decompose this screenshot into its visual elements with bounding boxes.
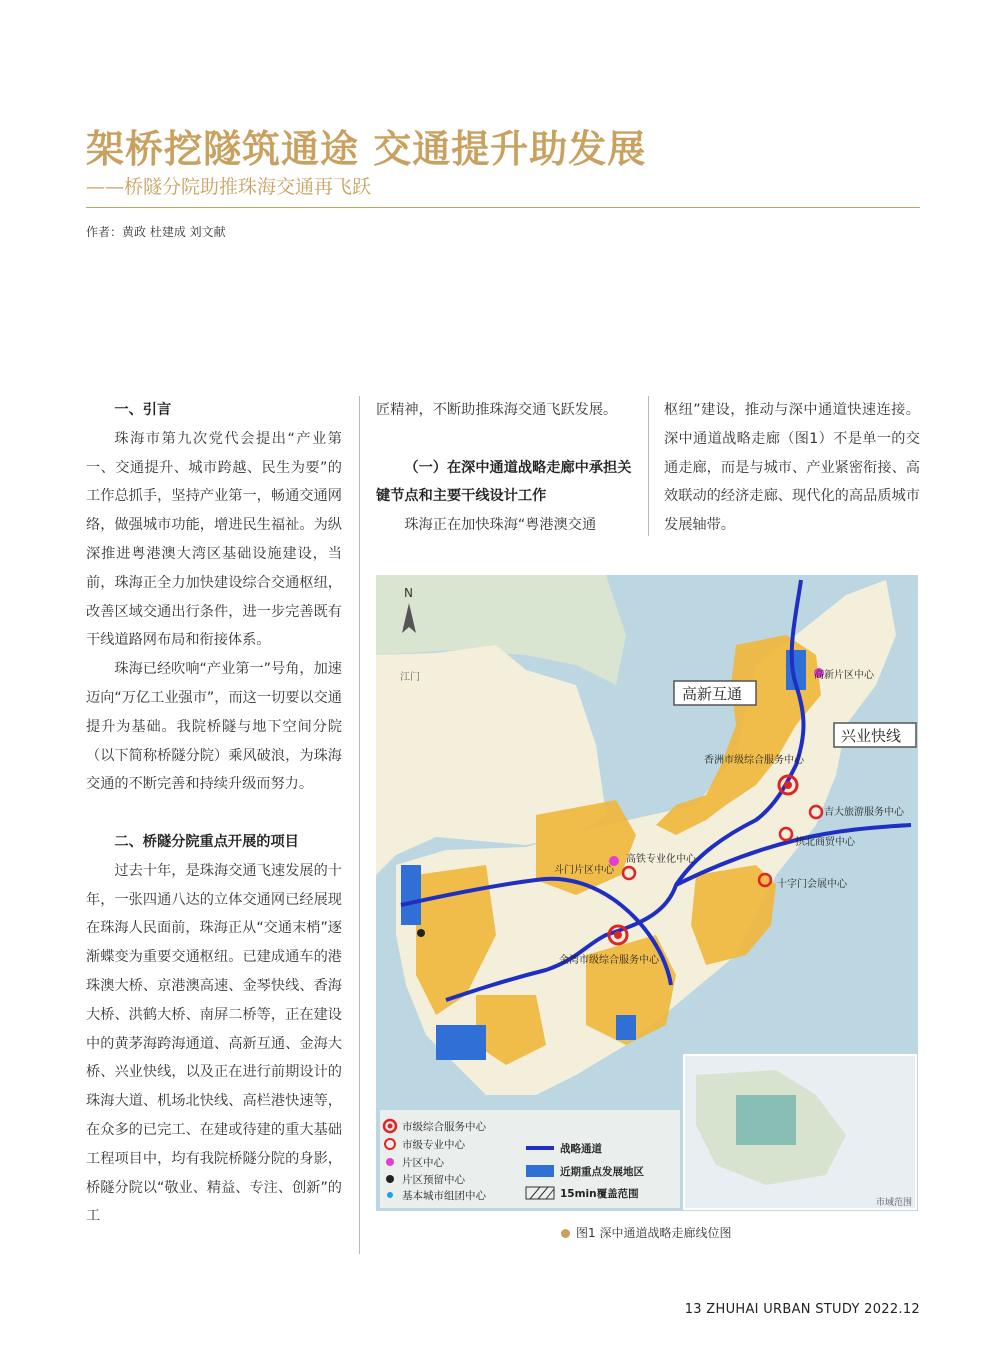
dev-zone-4 — [616, 1015, 636, 1040]
legend-icon-reserved-center — [386, 1175, 394, 1183]
article-subtitle: ——桥隧分院助推珠海交通再飞跃 — [86, 176, 372, 198]
page-number: 13 — [684, 1302, 702, 1317]
column-separator-2 — [648, 396, 649, 536]
corridor-map — [376, 575, 918, 1211]
marker-reserved-center — [417, 929, 425, 937]
callout-xingye-text: 兴业快线 — [841, 727, 902, 745]
text-column-2 — [376, 396, 632, 540]
journal-name: ZHUHAI URBAN STUDY — [706, 1302, 860, 1317]
map-inset-region — [736, 1095, 796, 1145]
legend-label-5: 基本城市组团中心 — [402, 1190, 486, 1202]
corridor-map-figure — [376, 575, 918, 1211]
column-2-continuation: 匠精神，不断助推珠海交通飞跃发展。 — [376, 402, 618, 418]
article-authors: 作者：黄政 杜建成 刘文献 — [86, 225, 226, 239]
dev-zone-1 — [401, 865, 421, 925]
section-1-paragraph-1: 珠海市第九次党代会提出“产业第一、交通提升、城市跨越、民生为要”的工作总抓手，坚持产业第一，畅通交通网络，做强城市功能，增进民生福祉。为纵深推进粤港澳大湾区基础设施建设，当前，珠海正全力加快建设综合交通枢纽，改善区域交通出行条件，进一步完善既有干线道路网布局和衔接体系。 — [86, 430, 342, 649]
label-shizimen: 十字门会展中心 — [777, 879, 847, 890]
legend-icon-city-center-core — [388, 1124, 393, 1129]
section-1-heading: 一、引言 — [114, 402, 172, 418]
map-inset — [684, 1055, 916, 1209]
section-gap — [86, 799, 342, 828]
legend-label-2: 市级专业中心 — [402, 1139, 465, 1151]
legend-icon-district-center — [386, 1158, 394, 1166]
map-label-jiangmen: 江门 — [400, 672, 420, 683]
label-gongbei: 拱北商贸中心 — [795, 837, 855, 848]
section-1-paragraph-2: 珠海已经吹响“产业第一”号角，加速迈向“万亿工业强市”，而这一切要以交通提升为基础。我院桥隧与地下空间分院（以下简称桥隧分院）乘风破浪，为珠海交通的不断完善和持续升级而努力。 — [86, 661, 342, 793]
map-inset-label: 市域范围 — [876, 1198, 913, 1208]
text-column-3 — [664, 396, 920, 540]
legend-label-8: 15min覆盖范围 — [560, 1188, 639, 1200]
marker-xiangzhou-core — [784, 781, 792, 789]
section-2-paragraph-1: 过去十年，是珠海交通飞速发展的十年，一张四通八达的立体交通网已经展现在珠海人民面前，珠海正从“交通末梢”逐渐蝶变为重要交通枢纽。已建成通车的港珠澳大桥、京港澳高速、金琴快线、香海大桥、洪鹤大桥、南屏二桥等，正在建设中的黄茅海跨海通道、高新互通、金海大桥、兴业快线，以及正在进行前期设计的珠海大道、机场北快线、高栏港快速等，在众多的已完工、在建或待建的重大基础工程项目中，均有我院桥隧分院的身影，桥隧分院以“敬业、精益、专注、创新”的工 — [86, 862, 342, 1225]
issue-date: 2022.12 — [864, 1302, 920, 1317]
marker-jinwan-core — [614, 931, 622, 939]
figure-caption-text: 图1 深中通道战略走廊线位图 — [576, 1226, 732, 1240]
callout-gaoxin — [674, 681, 756, 705]
legend-icon-dev-zone — [526, 1165, 554, 1177]
legend-label-1: 市级综合服务中心 — [402, 1121, 486, 1133]
column-3-continuation: 枢纽”建设，推动与深中通道快速连接。深中通道战略走廊（图1）不是单一的交通走廊，而是与城市、产业紧密衔接、高效联动的经济走廊、现代化的高品质城市发展轴带。 — [664, 402, 920, 534]
label-doumen: 斗门片区中心 — [554, 865, 614, 876]
article-title: 架桥挖隧筑通途 交通提升助发展 — [86, 127, 647, 171]
label-gaotie: 高铁专业化中心 — [626, 854, 696, 865]
subsection-1-paragraph: 珠海正在加快珠海“粤港澳交通 — [404, 517, 597, 534]
label-xiangzhou: 香洲市级综合服务中心 — [704, 755, 804, 766]
legend-icon-cluster-center — [387, 1192, 393, 1198]
legend-label-7: 近期重点发展地区 — [560, 1166, 644, 1178]
map-legend — [380, 1110, 680, 1208]
callout-xingye — [834, 723, 916, 747]
title-divider — [86, 207, 920, 208]
callout-gaoxin-text: 高新互通 — [682, 685, 743, 703]
north-label: N — [404, 586, 413, 600]
section-2-heading: 二、桥隧分院重点开展的项目 — [114, 833, 299, 850]
column-separator-1 — [359, 396, 360, 1254]
label-gaoxin-center: 高新片区中心 — [814, 670, 874, 681]
section-gap — [376, 425, 632, 454]
subsection-1-heading: （一）在深中通道战略走廊中承担关键节点和主要干线设计工作 — [376, 459, 632, 505]
text-column-1 — [86, 396, 342, 1231]
figure-caption — [561, 1224, 731, 1241]
dev-zone-2 — [436, 1025, 486, 1060]
legend-label-4: 片区预留中心 — [402, 1174, 465, 1186]
page-footer — [685, 1302, 920, 1317]
caption-bullet-icon — [561, 1229, 570, 1238]
legend-label-3: 片区中心 — [402, 1157, 444, 1169]
label-jinwan: 金湾市级综合服务中心 — [559, 955, 659, 966]
legend-label-6: 战略通道 — [560, 1143, 602, 1155]
label-jida: 吉大旅游服务中心 — [824, 807, 904, 818]
